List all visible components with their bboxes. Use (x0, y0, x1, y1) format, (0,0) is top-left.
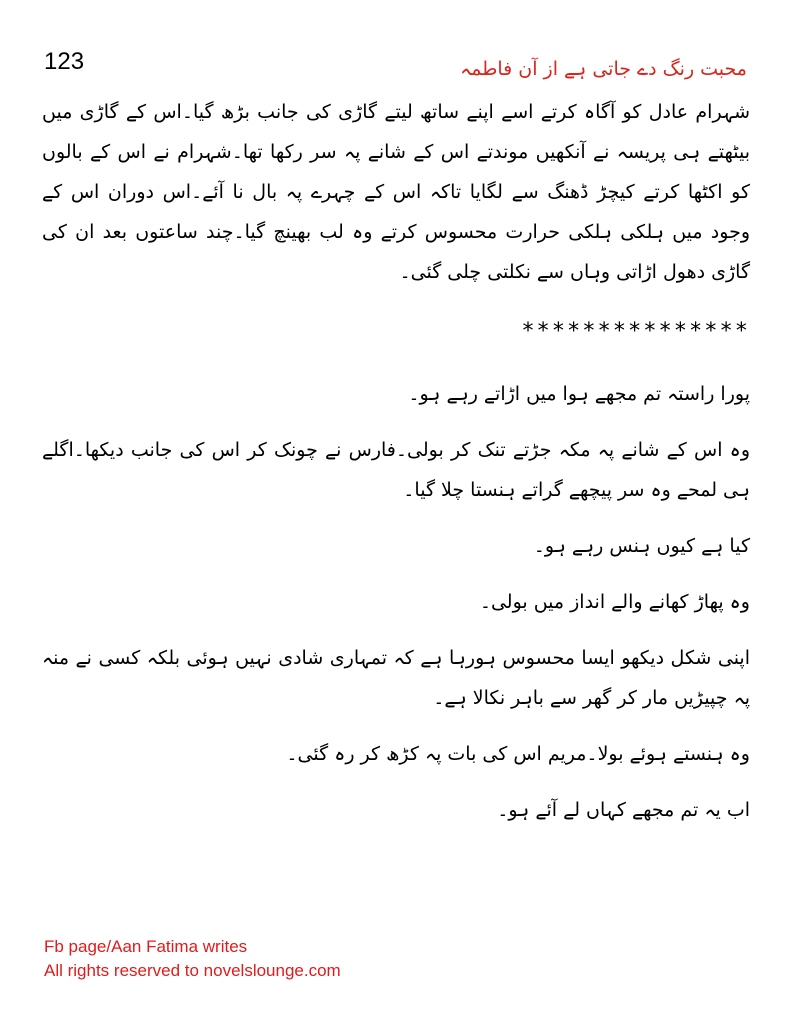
page-number: 123 (44, 48, 85, 75)
paragraph: شہرام عادل کو آگاہ کرتے اسے اپنے ساتھ لیتے گاڑی کی جانب بڑھ گیا۔اس کے گاڑی میں بیٹھتے ہی پریسہ نے آنکھیں موندتے اس کے شانے پہ سر رکھا تھا۔شہرام نے اس کے بالوں کو اکٹھا کرتے کیچڑ ڈھنگ سے لگایا تاکہ اس کے چہرے پہ بال نا آئے۔اس دوران اس کے وجود میں ہلکی ہلکی حرارت محسوس کرتے وہ لب بھینچ گیا۔چند ساعتوں بعد ان کی گاڑی دھول اڑاتی وہاں سے نکلتی چلی گئی۔ (42, 101, 750, 283)
dialogue-line: وہ پھاڑ کھانے والے انداز میں بولی۔ (479, 591, 750, 613)
footer-rights: All rights reserved to novelslounge.com (44, 961, 341, 980)
header-title: محبت رنگ دے جاتی ہے از آن فاطمہ (460, 58, 747, 80)
dialogue-line: اپنی شکل دیکھو ایسا محسوس ہورہا ہے کہ تمہاری شادی نہیں ہوئی بلکہ کسی نے منہ پہ چپیڑیں مار کر گھر سے باہر نکالا ہے۔ (42, 647, 750, 709)
dialogue-line: وہ ہنستے ہوئے بولا۔مریم اس کی بات پہ کڑھ کر رہ گئی۔ (286, 743, 750, 765)
separator: *************** (521, 319, 750, 344)
footer-fb-page: Fb page/Aan Fatima writes (44, 937, 248, 956)
body-text (42, 92, 750, 846)
dialogue-line: پورا راستہ تم مجھے ہوا میں اڑاتے رہے ہو۔ (408, 383, 750, 405)
dialogue-line: وہ اس کے شانے پہ مکہ جڑتے تنک کر بولی۔فارس نے چونک کر اس کی جانب دیکھا۔اگلے ہی لمحے وہ سر پیچھے گراتے ہنستا چلا گیا۔ (42, 439, 750, 501)
dialogue-line: کیا ہے کیوں ہنس رہے ہو۔ (533, 535, 750, 557)
dialogue-line: اب یہ تم مجھے کہاں لے آئے ہو۔ (497, 799, 750, 821)
footer (44, 935, 341, 983)
